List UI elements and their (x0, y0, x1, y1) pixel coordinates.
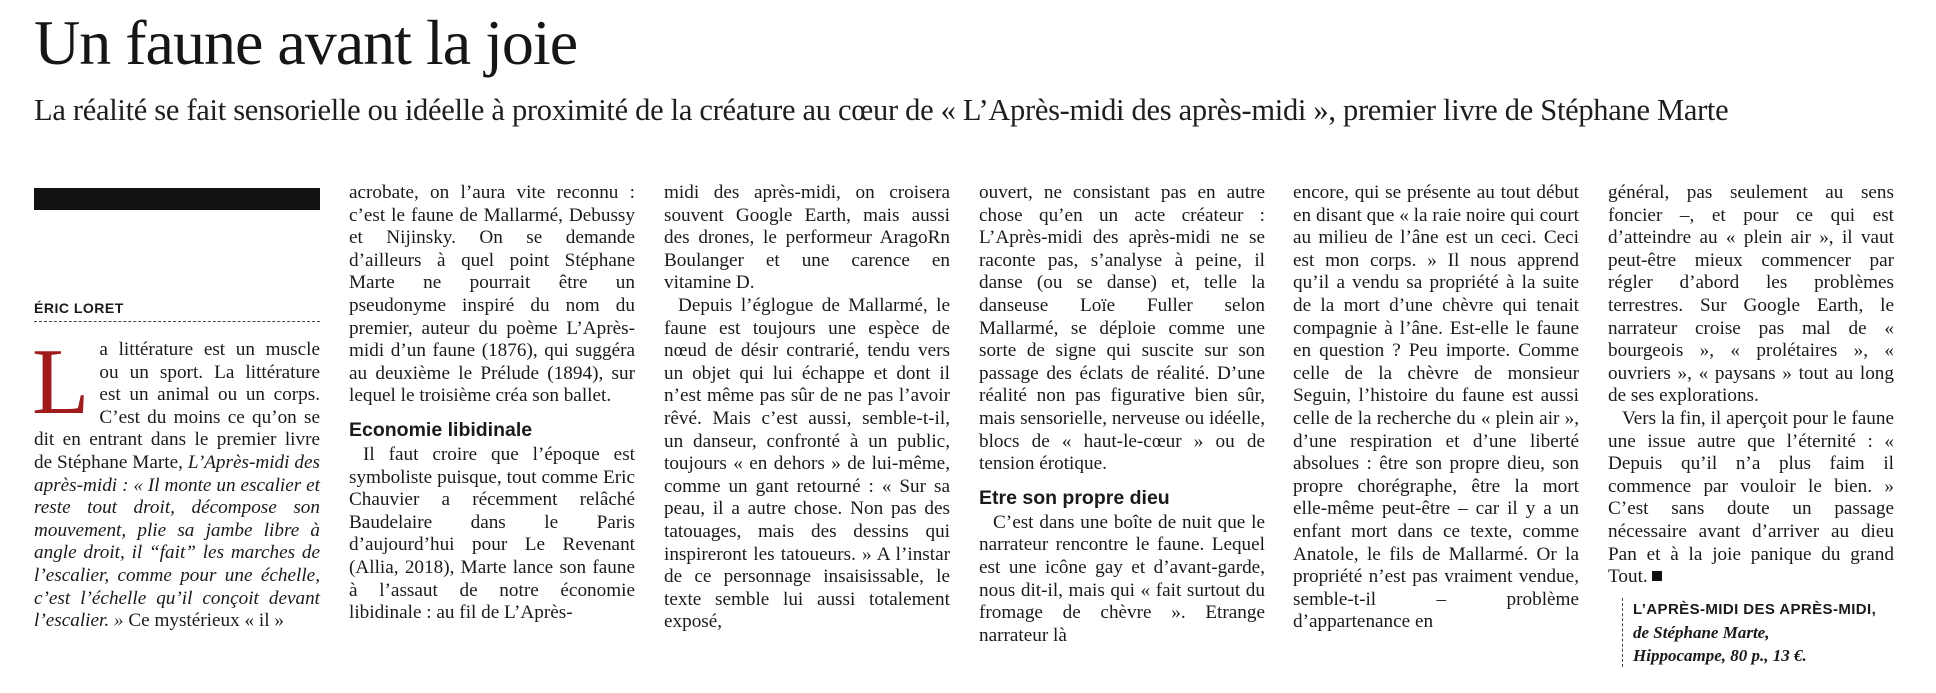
paragraph: Depuis l’églogue de Mallarmé, le faune est toujours une espèce de nœud de désir contrarié, tendu vers un objet qui lui échappe et dont il n’est même pas sûr de ne pas l’avoir rêvé. Mais c’est aussi, semble-t-il, un danseur, confronté à un public, toujours « en dehors » de lui-même, comme un gant retourné : « Sur sa peau, il a autre chose. Non pas des tatouages, mais des dessins qui inspireront les tatoueurs. » A l’instar de ce personnage insaisissable, le texte semble lui aussi totalement exposé, (664, 294, 950, 633)
intro-text: a littérature est un muscle ou un sport. La littérature est un animal ou un corps. C’est du moins ce qu’on se dit en entrant dans le premier livre de Stéphane Marte, (34, 339, 320, 473)
intro-body (32, 330, 320, 633)
paragraph: acrobate, on l’aura vite reconnu : c’est le faune de Mallarmé, Debussy et Nijinsky. On se demande d’ailleurs à quel point Stéphane Marte ne pourrait être un pseudonyme inspiré du nom du premier, auteur du poème L’Après-midi d’un faune (1876), qui suggéra au deuxième le Prélude (1894), sur lequel le troisième créa son ballet. (349, 182, 635, 407)
paragraph: encore, qui se présente au tout début en disant que « la raie noire qui court au milieu de l’âne est un ceci. Ceci est mon corps. » Il nous apprend qu’il a vendu sa propriété à la suite de la mort d’une chèvre qui tenait compagnie à l’âne. Est-elle le faune en question ? Peu importe. Comme celle de la chèvre de monsieur Seguin, l’histoire du faune est aussi celle de la recherche du « plein air », d’une respiration et d’une liberté absolues : être son propre dieu, son propre chorégraphe, être la mort elle-même peut-être – car il y a un enfant mort dans ce texte, comme Anatole, le fils de Mallarmé. Or la propriété n’est pas vraiment vendue, semble-t-il – problème d’appartenance en (1293, 182, 1579, 633)
article-subtitle: La réalité se fait sensorielle ou idéelle à proximité de la créature au cœur de « L’Après-midi des après-midi », premier livre de Stéphane Marte (34, 93, 1729, 127)
book-title: L’APRÈS-MIDI DES APRÈS-MIDI, (1633, 601, 1877, 618)
author-byline: ÉRIC LORET (34, 300, 320, 322)
column-5 (1293, 182, 1579, 634)
column-6 (1608, 182, 1894, 589)
book-publisher: Hippocampe, 80 p., 13 €. (1633, 646, 1807, 665)
book-author: de Stéphane Marte, (1633, 623, 1770, 642)
book-info-box (1622, 598, 1913, 667)
closing-paragraph (1608, 408, 1894, 589)
paragraph: général, pas seulement au sens foncier –, et pour ce qui est d’atteindre au « plein air », il vaut peut-être mieux commencer par régler d’abord les problèmes terrestres. Sur Google Earth, le narrateur croise pas mal de « bourgeois », « prolétaires », « ouvriers », « paysans » tout au long de ses explorations. (1608, 182, 1894, 407)
column-3 (664, 182, 950, 634)
paragraph: C’est dans une boîte de nuit que le narrateur rencontre le faune. Lequel est une icône gay et d’avant-garde, nous dit-il, mais qui « fait surtout du fromage de chèvre ». Etrange narrateur là (979, 511, 1265, 646)
column-4 (979, 182, 1265, 647)
column-2 (349, 182, 635, 625)
section-bar (34, 188, 320, 210)
end-mark-icon (1652, 571, 1662, 581)
subheading-economie: Economie libidinale (349, 418, 533, 441)
paragraph: Il faut croire que l’époque est symboliste puisque, tout comme Eric Chauvier a récemment relâché Baudelaire dans le Paris d’aujourd’hui pour Le Revenant (Allia, 2018), Marte lance son faune à l’assaut de notre économie libidinale : au fil de L’Après- (349, 443, 635, 624)
closing-text: Vers la fin, il aperçoit pour le faune une issue autre que l’éternité : « Depuis qu’il n’a plus faim il commence par vouloir le bien. » C’est sans doute un passage nécessaire avant d’arriver au dieu Pan et à la joie panique du grand Tout. (1608, 407, 1894, 588)
subheading-dieu: Etre son propre dieu (979, 486, 1170, 509)
intro-quote: L’Après-midi des après-midi : « Il monte un escalier et reste tout droit, décompose son mouvement, plie sa jambe libre à angle droit, il “fait” les marches de l’escalier, comme pour une échelle, c’est l’échelle qu’il conçoit devant l’escalier. » (34, 451, 320, 632)
drop-cap: L (32, 330, 90, 434)
paragraph: midi des après-midi, on croisera souvent Google Earth, mais aussi des drones, le performeur AragoRn Boulanger et une carence en vitamine D. (664, 182, 950, 294)
paragraph: ouvert, ne consistant pas en autre chose qu’en un acte créateur : L’Après-midi des après-midi ne se raconte pas, s’analyse à peine, il danse (ou se danse) et, telle la danseuse Loïe Fuller selon Mallarmé, se déploie comme une sorte de signe qui suscite sur son passage des éclats de réalité. D’une réalité non pas figurative bien sûr, mais sensorielle, nerveuse ou idéelle, blocs de « haut-le-cœur » ou de tension érotique. (979, 182, 1265, 475)
intro-end: Ce mystérieux « il » (123, 610, 284, 632)
article-title: Un faune avant la joie (34, 7, 578, 78)
